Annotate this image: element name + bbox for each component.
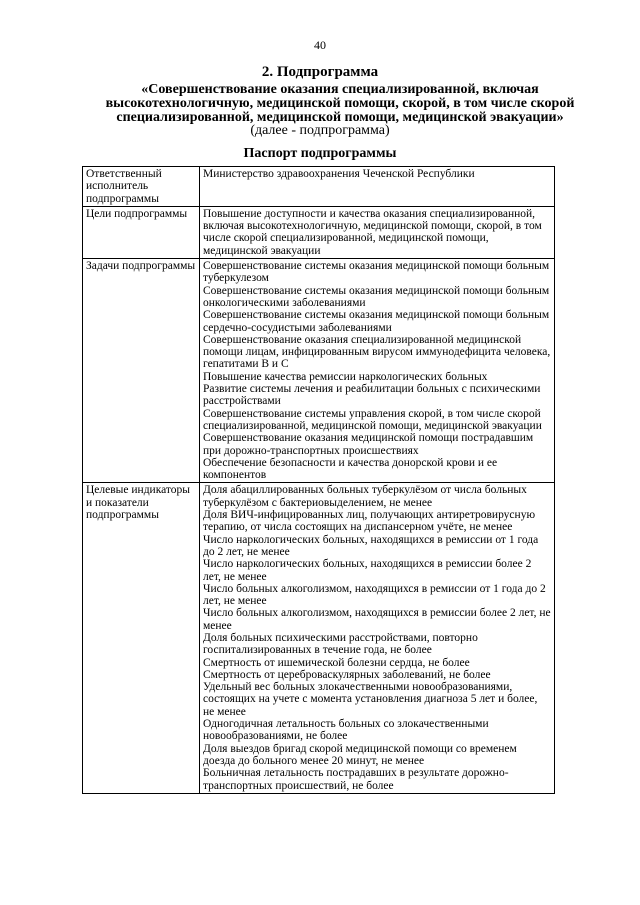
row-item: Доля выездов бригад скорой медицинской помощи со временем доезда до больного менее 20 минут, не менее (203, 742, 517, 767)
row-item: Совершенствование системы оказания медицинской помощи больным туберкулезом (203, 260, 550, 285)
row-item: Число наркологических больных, находящихся в ремиссии от 1 года до 2 лет, не менее (203, 533, 539, 558)
row-item: Смертность от цереброваскулярных заболеваний, не более (203, 668, 491, 681)
subprogram-title: «Совершенствование оказания специализированной, включая высокотехнологичную, медицинской помощи, скорой, в том числе скорой специализированной, медицинской помощи, медицинской эвакуации» (105, 82, 575, 125)
row-item: Доля абациллированных больных туберкулёзом от числа больных туберкулёзом с бактериовыделением, не менее (203, 484, 527, 509)
row-label: Ответственный исполнитель подпрограммы (83, 167, 200, 207)
row-label: Задачи подпрограммы (83, 259, 200, 483)
row-item: Совершенствование оказания специализированной медицинской помощи лицам, инфицированным вирусом иммунодефицита человека, гепатитами В и С (203, 333, 551, 371)
row-item: Совершенствование оказания медицинской помощи пострадавшим при дорожно-транспортных происшествиях (203, 432, 534, 457)
subprogram-heading: 2. Подпрограмма (261, 64, 379, 80)
row-item: Смертность от ишемической болезни сердца, не более (203, 656, 470, 669)
row-item: Число больных алкоголизмом, находящихся в ремиссии более 2 лет, не менее (203, 607, 551, 632)
row-item: Обеспечение безопасности и качества донорской крови и ее компонентов (203, 456, 498, 482)
row-content (200, 259, 555, 483)
row-item: Удельный вес больных злокачественными новообразованиями, состоящих на учете с момента установления диагноза 5 лет и более, не менее (203, 681, 538, 718)
table-row-indicators (83, 483, 555, 793)
table-row-responsible (83, 167, 555, 207)
row-item: Одногодичная летальность больных со злокачественными новообразованиями, не более (203, 718, 489, 743)
row-content (200, 206, 555, 258)
row-item: Повышение доступности и качества оказания специализированной, включая высокотехнологичную, медицинской помощи, скорой, в том числе скорой специализированной, медицинской помощи, медицинской эвакуации (203, 207, 542, 257)
row-item: Повышение качества ремиссии наркологических больных (203, 370, 488, 383)
passport-title: Паспорт подпрограммы (243, 146, 397, 161)
row-item: Больничная летальность пострадавших в результате дорожно-транспортных происшествий, не более (203, 767, 509, 792)
page-number: 40 (314, 38, 326, 52)
table-row-goals (83, 206, 555, 258)
row-content (200, 483, 555, 793)
row-item: Совершенствование системы управления скорой, в том числе скорой специализированной, медицинской помощи, медицинской эвакуации (203, 407, 542, 432)
row-label: Целевые индикаторы и показатели подпрограммы (83, 483, 200, 793)
row-item: Доля ВИЧ-инфицированных лиц, получающих антиретровирусную терапию, от числа состоящих на диспансерном учёте, не менее (203, 509, 536, 534)
row-item: Доля больных психическими расстройствами, повторно госпитализированных в течение года, не более (203, 631, 478, 657)
row-item: Совершенствование системы оказания медицинской помощи больным сердечно-сосудистыми заболеваниями (203, 309, 550, 334)
row-content (200, 167, 555, 207)
subprogram-note: (далее - подпрограмма) (250, 123, 390, 138)
row-item: Развитие системы лечения и реабилитации больных с психическими расстройствами (203, 383, 541, 408)
row-label: Цели подпрограммы (83, 206, 200, 258)
row-item: Министерство здравоохранения Чеченской Республики (203, 168, 475, 180)
table-row-tasks (83, 259, 555, 483)
row-item: Совершенствование системы оказания медицинской помощи больным онкологическими заболеваниями (203, 284, 550, 309)
passport-table (82, 166, 555, 794)
row-item: Число больных алкоголизмом, находящихся в ремиссии от 1 года до 2 лет, не менее (203, 582, 546, 608)
row-item: Число наркологических больных, находящихся в ремиссии более 2 лет, не менее (203, 558, 532, 583)
